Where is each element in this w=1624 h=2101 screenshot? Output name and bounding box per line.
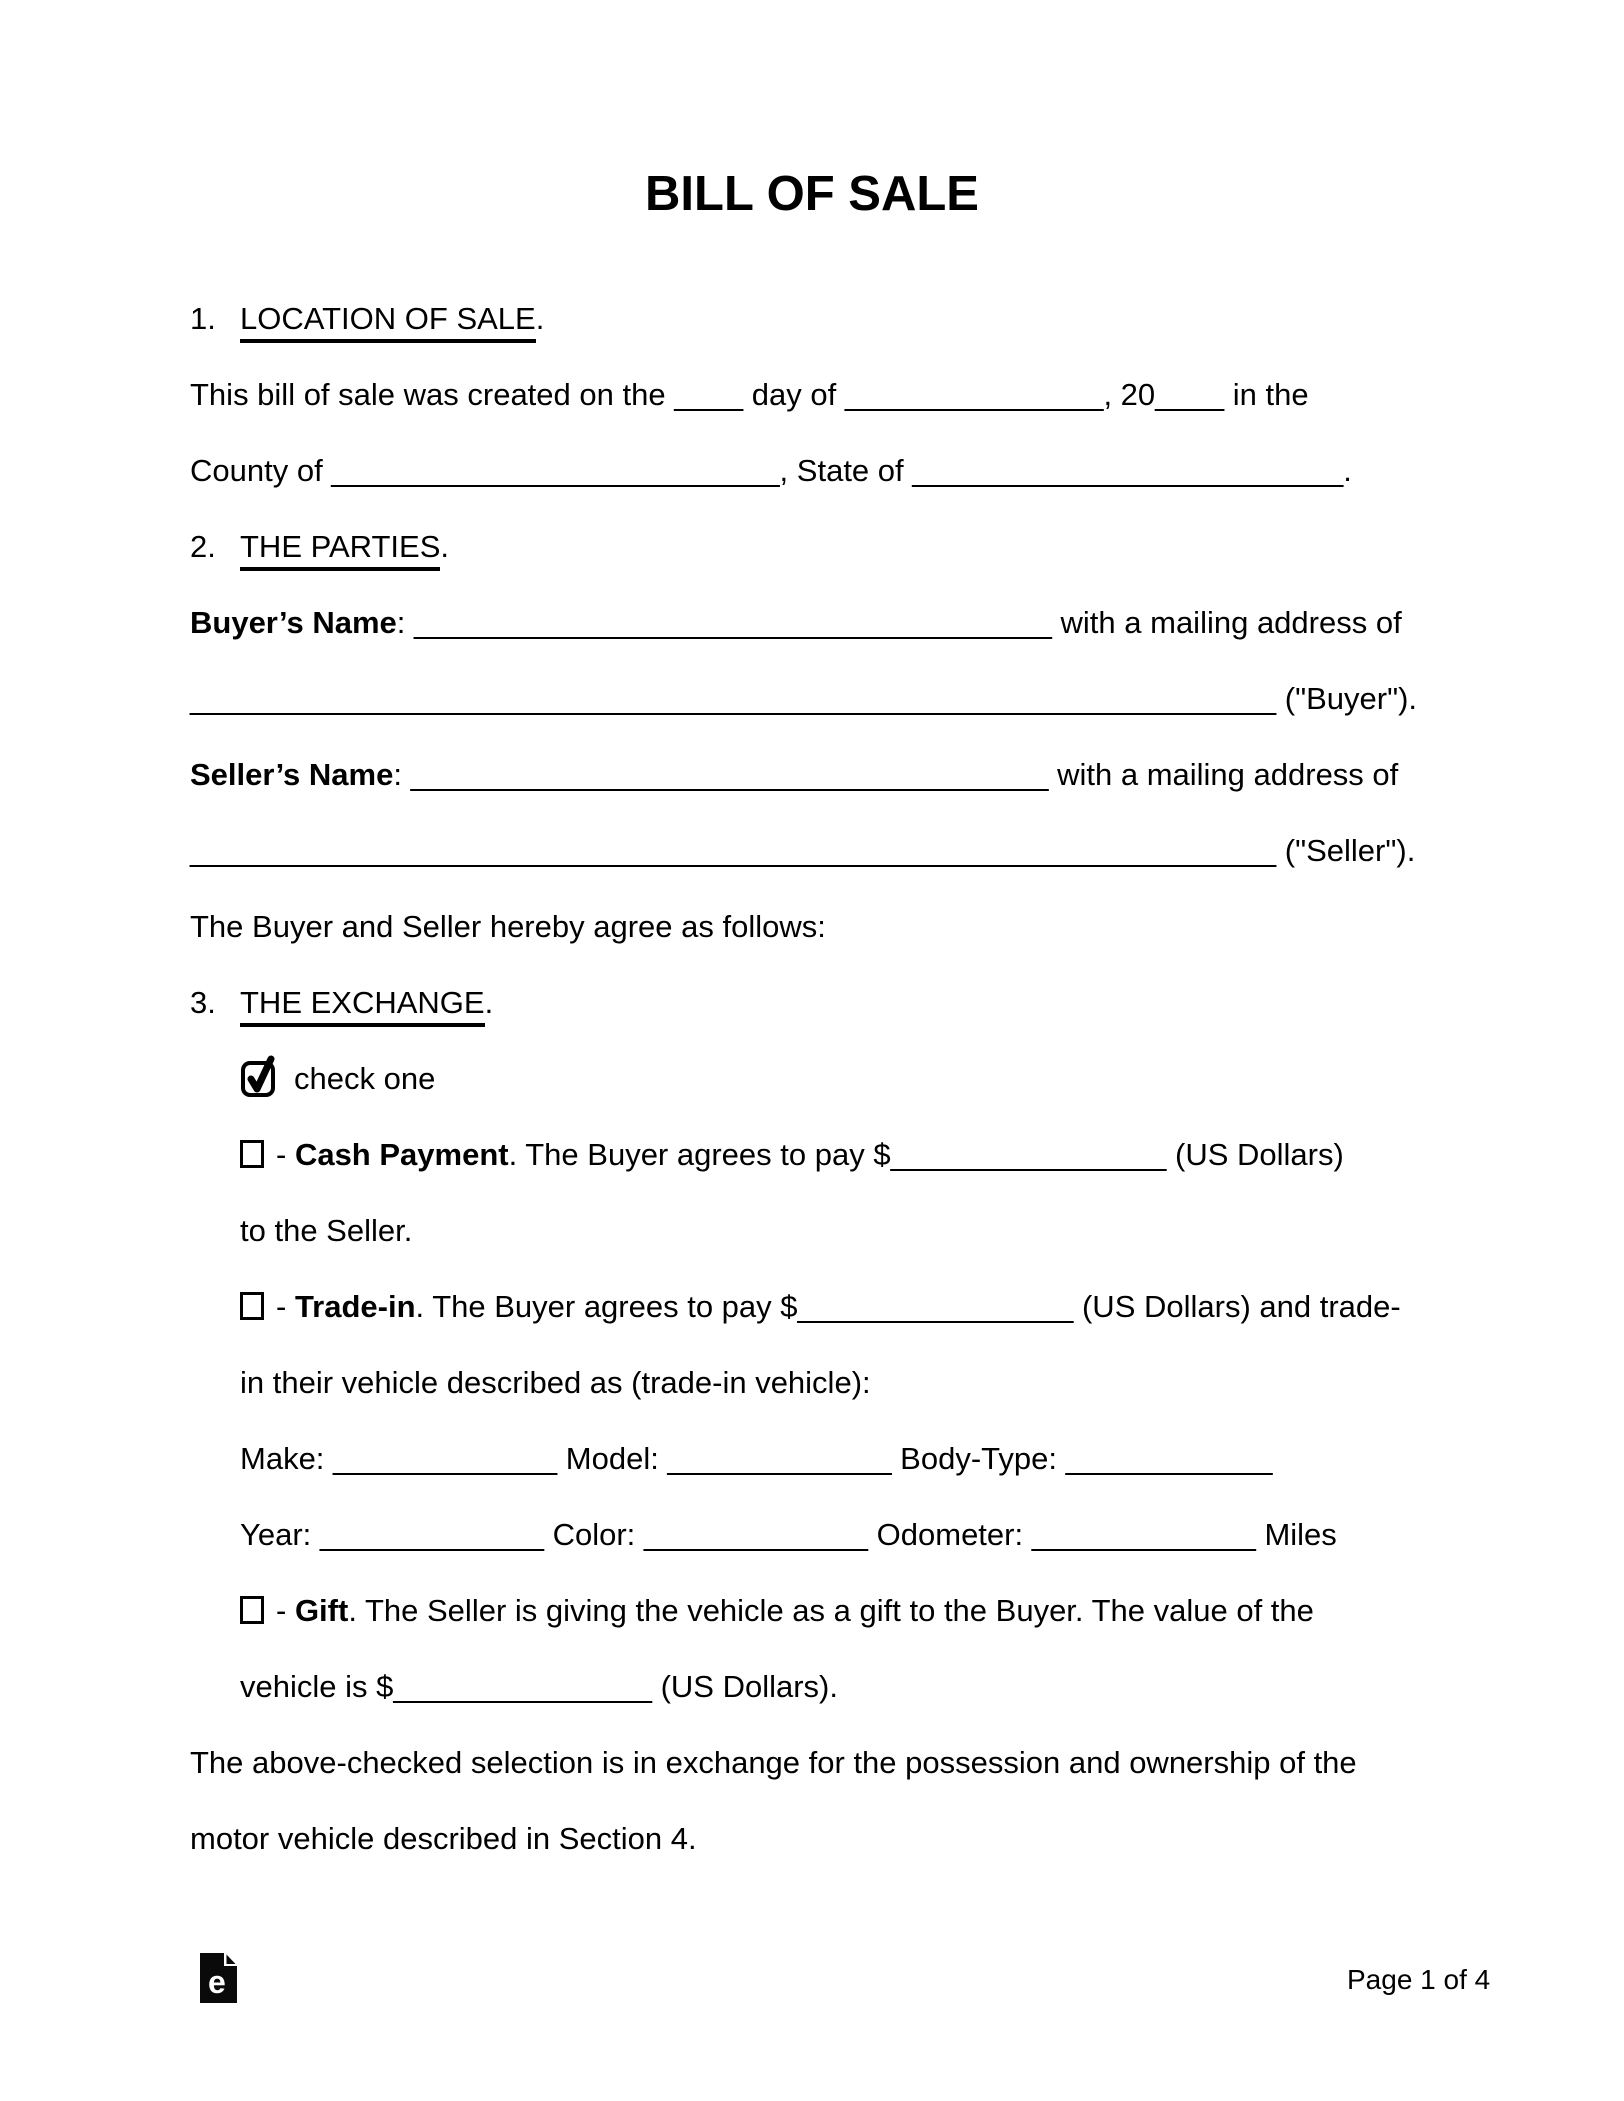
option-gift-text: . The Seller is giving the vehicle as a gift to the Buyer. The value of the (348, 1593, 1314, 1628)
seller-name-blank: : _____________________________________ with a mailing address of (393, 757, 1399, 792)
closing-line1: The above-checked selection is in exchange for the possession and ownership of the (190, 1745, 1357, 1780)
tradein-vehicle-line2: Year: _____________ Color: _____________ Odometer: _____________ Miles (240, 1517, 1337, 1552)
document-body (190, 281, 1480, 1877)
section1-heading-period: . (535, 301, 545, 336)
eforms-page-logo (200, 1953, 237, 2003)
page-number-label: Page 1 of 4 (1347, 1964, 1491, 1995)
option-tradein-dash: - (276, 1289, 295, 1324)
option-tradein-line (190, 1269, 1480, 1345)
option-gift-dash: - (276, 1593, 295, 1628)
seller-address-line: _______________________________________________________________ ("Seller"). (190, 833, 1416, 868)
section2-heading: THE PARTIES (240, 529, 440, 571)
empty-checkbox-icon[interactable] (240, 1292, 264, 1320)
option-cash-text: . The Buyer agrees to pay $________________ (US Dollars) (508, 1137, 1344, 1172)
option-gift-line (190, 1573, 1480, 1649)
page-title: BILL OF SALE (645, 167, 979, 221)
location-date-line: This bill of sale was created on the ____ day of _______________, 20____ in the (190, 377, 1309, 412)
empty-checkbox-icon[interactable] (240, 1140, 264, 1168)
option-cash-label: Cash Payment (294, 1137, 509, 1172)
option-tradein-text: . The Buyer agrees to pay $________________ (US Dollars) and trade- (415, 1289, 1401, 1324)
option-tradein-label: Trade-in (294, 1289, 416, 1324)
tradein-vehicle-line1: Make: _____________ Model: _____________ Body-Type: ____________ (240, 1441, 1273, 1476)
seller-name-label: Seller’s Name (190, 757, 394, 792)
option-cash-dash: - (276, 1137, 295, 1172)
section1-heading: LOCATION OF SALE (240, 301, 536, 343)
section2-number: 2. (190, 529, 216, 564)
section1-heading-line (190, 281, 1480, 357)
option-cash-line (190, 1117, 1480, 1193)
option-tradein-continuation: in their vehicle described as (trade-in vehicle): (240, 1365, 871, 1400)
check-one-label: check one (294, 1061, 436, 1096)
section3-heading-period: . (484, 985, 494, 1020)
option-gift-label: Gift (294, 1593, 349, 1628)
seller-name-line (190, 737, 1480, 813)
section2-heading-line (190, 509, 1480, 585)
section3-heading: THE EXCHANGE (240, 985, 485, 1027)
buyer-name-blank: : _____________________________________ with a mailing address of (396, 605, 1402, 640)
option-cash-continuation: to the Seller. (240, 1213, 413, 1248)
agreement-line: The Buyer and Seller hereby agree as follows: (190, 909, 826, 944)
buyer-name-label: Buyer’s Name (190, 605, 397, 640)
buyer-name-line (190, 585, 1480, 661)
option-gift-continuation: vehicle is $_______________ (US Dollars). (240, 1669, 838, 1704)
logo-letter: e (208, 1964, 226, 2000)
location-county-state-line: County of __________________________, State of _________________________. (190, 453, 1352, 488)
checked-checkbox-icon (240, 1052, 280, 1098)
empty-checkbox-icon[interactable] (240, 1596, 264, 1624)
closing-line2: motor vehicle described in Section 4. (190, 1821, 697, 1856)
buyer-address-line: _______________________________________________________________ ("Buyer"). (190, 681, 1418, 716)
section2-heading-period: . (440, 529, 450, 564)
section3-heading-line (190, 965, 1480, 1041)
check-one-line (190, 1041, 1480, 1117)
section3-number: 3. (190, 985, 216, 1020)
section1-number: 1. (190, 301, 216, 336)
